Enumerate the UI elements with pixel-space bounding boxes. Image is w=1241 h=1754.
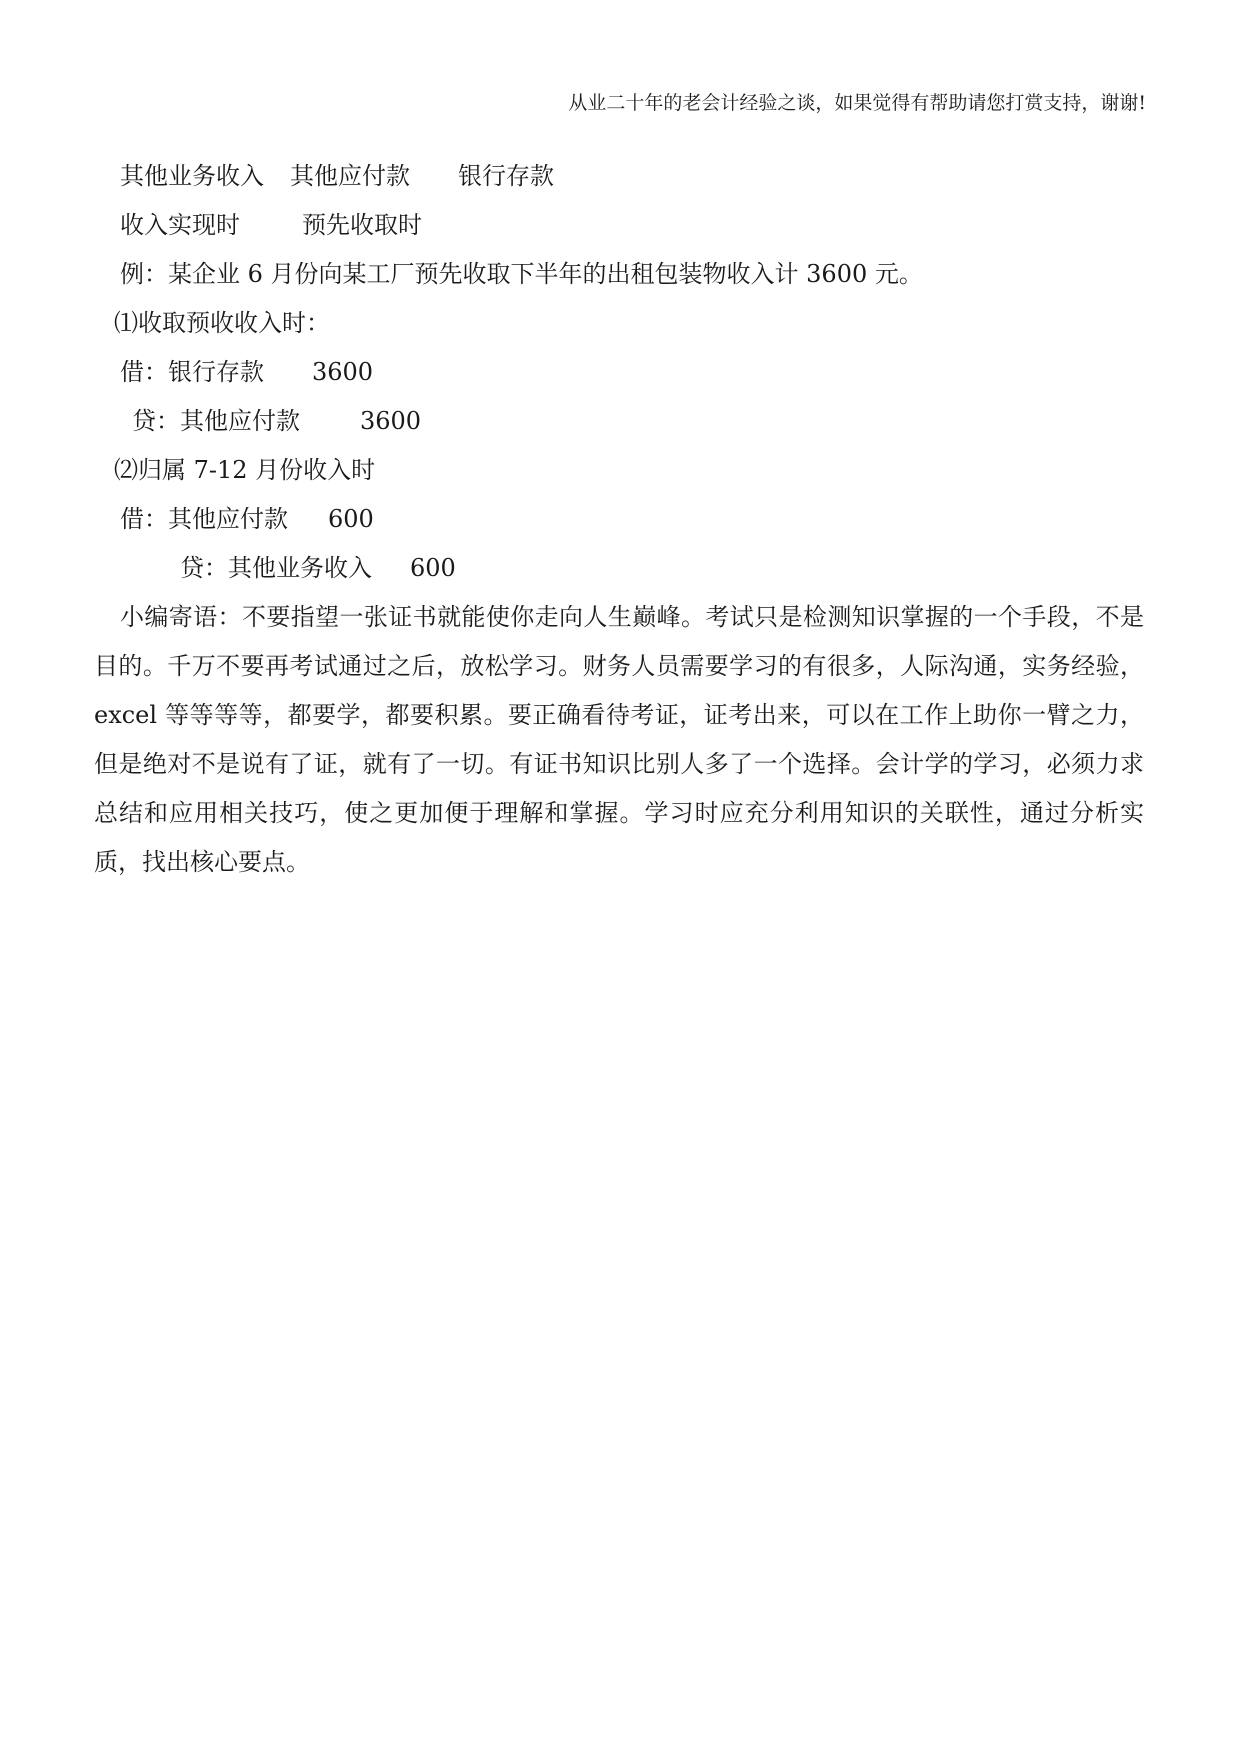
step1-debit-entry	[94, 348, 1144, 397]
step2-title: ⑵归属 7-12 月份收入时	[114, 456, 376, 484]
entry-amount: 3600	[312, 358, 374, 386]
entry-label: 借：其他应付款	[120, 505, 288, 533]
entry-amount: 600	[410, 554, 456, 582]
account-other-payables: 其他应付款	[290, 162, 410, 190]
step2-debit-entry	[94, 495, 1144, 544]
closing-remarks: 小编寄语：不要指望一张证书就能使你走向人生巅峰。考试只是检测知识掌握的一个手段，不是目的。千万不要再考试通过之后，放松学习。财务人员需要学习的有很多，人际沟通，实务经验，excel 等等等等，都要学，都要积累。要正确看待考证，证考出来，可以在工作上助你一臂之力，但是绝对不是说有了证，就有了一切。有证书知识比别人多了一个选择。会计学的学习，必须力求总结和应用相关技巧，使之更加便于理解和掌握。学习时应充分利用知识的关联性，通过分析实质，找出核心要点。	[94, 603, 1144, 876]
entry-label: 借：银行存款	[120, 358, 264, 386]
timing-advance-received: 预先收取时	[302, 211, 422, 239]
timing-row	[94, 201, 1144, 250]
account-row	[94, 152, 1144, 201]
step1-credit-entry	[94, 397, 1144, 446]
entry-label: 贷：其他应付款	[132, 407, 300, 435]
entry-amount: 600	[328, 505, 374, 533]
account-bank-deposit: 银行存款	[458, 162, 554, 190]
example-text: 例：某企业 6 月份向某工厂预先收取下半年的出租包装物收入计 3600 元。	[120, 260, 923, 288]
entry-amount: 3600	[360, 407, 422, 435]
timing-income-realized: 收入实现时	[120, 211, 240, 239]
step2-credit-entry	[94, 544, 1144, 593]
document-body	[94, 152, 1144, 887]
header-note: 从业二十年的老会计经验之谈，如果觉得有帮助请您打赏支持，谢谢!	[568, 92, 1146, 114]
account-other-business-income: 其他业务收入	[120, 162, 264, 190]
entry-label: 贷：其他业务收入	[180, 554, 372, 582]
step1-title: ⑴收取预收收入时：	[114, 309, 330, 337]
